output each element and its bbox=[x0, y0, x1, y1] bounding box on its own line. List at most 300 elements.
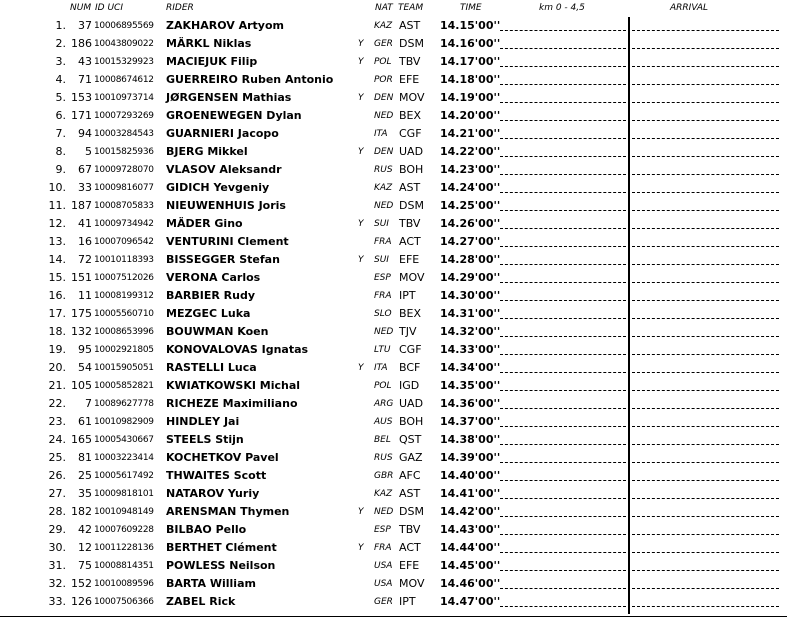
table-row bbox=[0, 71, 787, 89]
rider-name: STEELS Stijn bbox=[166, 433, 244, 446]
rider-nat: SUI bbox=[374, 219, 389, 229]
rider-pos: 3. bbox=[55, 55, 66, 68]
rider-nat: RUS bbox=[374, 165, 393, 175]
table-row bbox=[0, 107, 787, 125]
km-split-field bbox=[500, 246, 626, 247]
rider-team: BOH bbox=[399, 415, 424, 428]
rider-pos: 33. bbox=[48, 595, 66, 608]
arrival-field bbox=[632, 138, 779, 139]
km-split-field bbox=[500, 264, 626, 265]
rider-name: POWLESS Neilson bbox=[166, 559, 276, 572]
rider-pos: 21. bbox=[48, 379, 66, 392]
bottom-rule bbox=[0, 616, 787, 617]
rider-time: 14.34'00'' bbox=[440, 361, 501, 374]
rider-pos: 30. bbox=[48, 541, 66, 554]
rider-time: 14.28'00'' bbox=[440, 253, 501, 266]
rider-pos: 6. bbox=[55, 109, 66, 122]
arrival-field bbox=[632, 210, 779, 211]
table-row bbox=[0, 413, 787, 431]
rider-uci: 10006895569 bbox=[94, 21, 154, 31]
km-split-field bbox=[500, 192, 626, 193]
rider-young: Y bbox=[358, 543, 364, 553]
rider-time: 14.31'00'' bbox=[440, 307, 501, 320]
table-row bbox=[0, 179, 787, 197]
km-split-field bbox=[500, 102, 626, 103]
header-team: TEAM bbox=[398, 3, 424, 13]
rider-team: MOV bbox=[399, 91, 425, 104]
table-row bbox=[0, 593, 787, 611]
rider-time: 14.17'00'' bbox=[440, 55, 501, 68]
rider-nat: NED bbox=[374, 111, 394, 121]
rider-name: GUERREIRO Ruben Antonio bbox=[166, 73, 334, 86]
rider-num: 37 bbox=[78, 19, 92, 32]
header-rider: RIDER bbox=[166, 3, 194, 13]
header-nat: NAT bbox=[375, 3, 393, 13]
km-split-field bbox=[500, 516, 626, 517]
rider-time: 14.46'00'' bbox=[440, 577, 501, 590]
rider-num: 41 bbox=[78, 217, 92, 230]
rider-pos: 12. bbox=[48, 217, 66, 230]
table-row bbox=[0, 287, 787, 305]
table-row bbox=[0, 215, 787, 233]
rider-nat: AUS bbox=[374, 417, 393, 427]
rider-time: 14.15'00'' bbox=[440, 19, 501, 32]
rider-uci: 10009734942 bbox=[94, 219, 154, 229]
rider-nat: ESP bbox=[374, 525, 391, 535]
rider-pos: 23. bbox=[48, 415, 66, 428]
rider-time: 14.22'00'' bbox=[440, 145, 501, 158]
rider-num: 94 bbox=[78, 127, 92, 140]
rider-num: 182 bbox=[71, 505, 92, 518]
rider-name: ZAKHAROV Artyom bbox=[166, 19, 284, 32]
rider-young: Y bbox=[358, 219, 364, 229]
rider-name: THWAITES Scott bbox=[166, 469, 267, 482]
rider-num: 16 bbox=[78, 235, 92, 248]
table-row bbox=[0, 503, 787, 521]
rider-time: 14.41'00'' bbox=[440, 487, 501, 500]
rider-time: 14.25'00'' bbox=[440, 199, 501, 212]
arrival-field bbox=[632, 462, 779, 463]
rider-team: GAZ bbox=[399, 451, 423, 464]
rider-team: AFC bbox=[399, 469, 421, 482]
rider-name: MÄDER Gino bbox=[166, 217, 243, 230]
arrival-field bbox=[632, 48, 779, 49]
rider-time: 14.24'00'' bbox=[440, 181, 501, 194]
rider-nat: FRA bbox=[374, 543, 392, 553]
km-split-field bbox=[500, 498, 626, 499]
table-row bbox=[0, 143, 787, 161]
rider-name: BOUWMAN Koen bbox=[166, 325, 269, 338]
rider-team: BEX bbox=[399, 109, 422, 122]
rider-num: 61 bbox=[78, 415, 92, 428]
rider-nat: POL bbox=[374, 57, 392, 67]
arrival-field bbox=[632, 498, 779, 499]
km-split-field bbox=[500, 30, 626, 31]
table-row bbox=[0, 17, 787, 35]
table-row bbox=[0, 269, 787, 287]
rider-nat: DEN bbox=[374, 93, 394, 103]
rider-name: KOCHETKOV Pavel bbox=[166, 451, 279, 464]
arrival-field bbox=[632, 282, 779, 283]
rider-nat: GBR bbox=[374, 471, 394, 481]
rider-team: DSM bbox=[399, 505, 424, 518]
rider-nat: POL bbox=[374, 381, 392, 391]
rider-nat: KAZ bbox=[374, 183, 393, 193]
rider-time: 14.21'00'' bbox=[440, 127, 501, 140]
rider-uci: 10008653996 bbox=[94, 327, 154, 337]
rider-num: 11 bbox=[78, 289, 92, 302]
rider-num: 105 bbox=[71, 379, 92, 392]
rider-uci: 10009728070 bbox=[94, 165, 154, 175]
table-row bbox=[0, 449, 787, 467]
rider-time: 14.33'00'' bbox=[440, 343, 501, 356]
rider-name: GROENEWEGEN Dylan bbox=[166, 109, 302, 122]
rider-nat: NED bbox=[374, 201, 394, 211]
header-arrival: ARRIVAL bbox=[670, 3, 709, 13]
rider-name: GUARNIERI Jacopo bbox=[166, 127, 279, 140]
rider-time: 14.36'00'' bbox=[440, 397, 501, 410]
rider-uci: 10007512026 bbox=[94, 273, 154, 283]
km-split-field bbox=[500, 534, 626, 535]
table-row bbox=[0, 197, 787, 215]
rider-uci: 10015329923 bbox=[94, 57, 154, 67]
rider-team: AST bbox=[399, 181, 421, 194]
km-split-field bbox=[500, 282, 626, 283]
arrival-field bbox=[632, 444, 779, 445]
rider-pos: 31. bbox=[48, 559, 66, 572]
km-split-field bbox=[500, 300, 626, 301]
rider-uci: 10003223414 bbox=[94, 453, 154, 463]
rider-name: RICHEZE Maximiliano bbox=[166, 397, 298, 410]
km-split-field bbox=[500, 48, 626, 49]
rider-name: HINDLEY Jai bbox=[166, 415, 240, 428]
rider-num: 35 bbox=[78, 487, 92, 500]
rider-young: Y bbox=[358, 147, 364, 157]
rider-nat: ARG bbox=[374, 399, 394, 409]
rider-team: BEX bbox=[399, 307, 422, 320]
rider-time: 14.40'00'' bbox=[440, 469, 501, 482]
rider-team: ACT bbox=[399, 235, 421, 248]
km-split-field bbox=[500, 552, 626, 553]
rider-team: BCF bbox=[399, 361, 421, 374]
km-split-field bbox=[500, 408, 626, 409]
rider-pos: 32. bbox=[48, 577, 66, 590]
table-row bbox=[0, 251, 787, 269]
rider-name: KWIATKOWSKI Michal bbox=[166, 379, 301, 392]
rider-uci: 10009818101 bbox=[94, 489, 154, 499]
km-split-field bbox=[500, 570, 626, 571]
rider-nat: KAZ bbox=[374, 21, 393, 31]
rider-team: CGF bbox=[399, 127, 422, 140]
rider-team: DSM bbox=[399, 199, 424, 212]
rider-pos: 18. bbox=[48, 325, 66, 338]
rider-time: 14.45'00'' bbox=[440, 559, 501, 572]
rider-uci: 10010118393 bbox=[94, 255, 154, 265]
rider-young: Y bbox=[358, 507, 364, 517]
rider-name: KONOVALOVAS Ignatas bbox=[166, 343, 309, 356]
rider-uci: 10008674612 bbox=[94, 75, 154, 85]
arrival-field bbox=[632, 552, 779, 553]
arrival-field bbox=[632, 84, 779, 85]
rider-nat: ESP bbox=[374, 273, 391, 283]
rider-num: 81 bbox=[78, 451, 92, 464]
rider-pos: 22. bbox=[48, 397, 66, 410]
km-split-field bbox=[500, 84, 626, 85]
rider-time: 14.27'00'' bbox=[440, 235, 501, 248]
rider-pos: 9. bbox=[55, 163, 66, 176]
table-row bbox=[0, 467, 787, 485]
rider-time: 14.37'00'' bbox=[440, 415, 501, 428]
km-split-field bbox=[500, 66, 626, 67]
km-split-field bbox=[500, 228, 626, 229]
rider-num: 5 bbox=[85, 145, 92, 158]
km-split-field bbox=[500, 390, 626, 391]
rider-name: RASTELLI Luca bbox=[166, 361, 257, 374]
rider-num: 33 bbox=[78, 181, 92, 194]
table-row bbox=[0, 341, 787, 359]
rider-team: MOV bbox=[399, 577, 425, 590]
rider-nat: KAZ bbox=[374, 489, 393, 499]
rider-num: 153 bbox=[71, 91, 92, 104]
rider-team: CGF bbox=[399, 343, 422, 356]
rider-time: 14.29'00'' bbox=[440, 271, 501, 284]
table-row bbox=[0, 539, 787, 557]
rider-uci: 10010982909 bbox=[94, 417, 154, 427]
rider-name: BILBAO Pello bbox=[166, 523, 247, 536]
arrival-field bbox=[632, 156, 779, 157]
table-row bbox=[0, 305, 787, 323]
arrival-field bbox=[632, 246, 779, 247]
rider-name: JØRGENSEN Mathias bbox=[166, 91, 292, 104]
rider-pos: 4. bbox=[55, 73, 66, 86]
table-row bbox=[0, 323, 787, 341]
rider-pos: 13. bbox=[48, 235, 66, 248]
rider-uci: 10008814351 bbox=[94, 561, 154, 571]
rider-team: EFE bbox=[399, 559, 420, 572]
rider-team: EFE bbox=[399, 253, 420, 266]
rider-nat: NED bbox=[374, 327, 394, 337]
rider-uci: 10005852821 bbox=[94, 381, 154, 391]
table-row bbox=[0, 161, 787, 179]
arrival-field bbox=[632, 408, 779, 409]
rider-pos: 20. bbox=[48, 361, 66, 374]
rider-team: BOH bbox=[399, 163, 424, 176]
rider-num: 132 bbox=[71, 325, 92, 338]
arrival-field bbox=[632, 66, 779, 67]
rider-uci: 10010973714 bbox=[94, 93, 154, 103]
rider-nat: DEN bbox=[374, 147, 394, 157]
rider-uci: 10007096542 bbox=[94, 237, 154, 247]
km-split-field bbox=[500, 318, 626, 319]
rider-name: MEZGEC Luka bbox=[166, 307, 251, 320]
rider-name: BISSEGGER Stefan bbox=[166, 253, 280, 266]
rider-num: 186 bbox=[71, 37, 92, 50]
rider-uci: 10015825936 bbox=[94, 147, 154, 157]
rider-time: 14.19'00'' bbox=[440, 91, 501, 104]
table-row bbox=[0, 35, 787, 53]
rider-team: UAD bbox=[399, 397, 424, 410]
arrival-field bbox=[632, 534, 779, 535]
header-time: TIME bbox=[460, 3, 482, 13]
rider-nat: USA bbox=[374, 579, 393, 589]
rider-name: ZABEL Rick bbox=[166, 595, 236, 608]
km-split-field bbox=[500, 480, 626, 481]
rider-team: IGD bbox=[399, 379, 420, 392]
rider-nat: FRA bbox=[374, 291, 392, 301]
rider-uci: 10008705833 bbox=[94, 201, 154, 211]
rider-time: 14.18'00'' bbox=[440, 73, 501, 86]
rider-nat: ITA bbox=[374, 129, 388, 139]
rider-nat: FRA bbox=[374, 237, 392, 247]
arrival-field bbox=[632, 516, 779, 517]
rider-time: 14.20'00'' bbox=[440, 109, 501, 122]
rider-num: 171 bbox=[71, 109, 92, 122]
rider-team: MOV bbox=[399, 271, 425, 284]
rider-pos: 11. bbox=[48, 199, 66, 212]
rider-young: Y bbox=[358, 255, 364, 265]
arrival-field bbox=[632, 390, 779, 391]
table-row bbox=[0, 89, 787, 107]
rider-time: 14.26'00'' bbox=[440, 217, 501, 230]
rider-pos: 19. bbox=[48, 343, 66, 356]
rider-pos: 29. bbox=[48, 523, 66, 536]
rider-name: GIDICH Yevgeniy bbox=[166, 181, 270, 194]
header-km: km 0 - 4,5 bbox=[539, 3, 585, 13]
rider-name: BARTA William bbox=[166, 577, 256, 590]
rider-name: VENTURINI Clement bbox=[166, 235, 289, 248]
rider-team: QST bbox=[399, 433, 422, 446]
rider-nat: BEL bbox=[374, 435, 391, 445]
rider-pos: 14. bbox=[48, 253, 66, 266]
rider-team: TJV bbox=[399, 325, 417, 338]
rider-team: UAD bbox=[399, 145, 424, 158]
rider-pos: 1. bbox=[55, 19, 66, 32]
arrival-field bbox=[632, 174, 779, 175]
rider-uci: 10008199312 bbox=[94, 291, 154, 301]
column-divider bbox=[628, 17, 630, 614]
rider-young: Y bbox=[358, 363, 364, 373]
arrival-field bbox=[632, 300, 779, 301]
km-split-field bbox=[500, 120, 626, 121]
rider-time: 14.43'00'' bbox=[440, 523, 501, 536]
rider-nat: RUS bbox=[374, 453, 393, 463]
arrival-field bbox=[632, 354, 779, 355]
rider-num: 95 bbox=[78, 343, 92, 356]
arrival-field bbox=[632, 264, 779, 265]
rider-time: 14.44'00'' bbox=[440, 541, 501, 554]
rider-nat: SLO bbox=[374, 309, 392, 319]
arrival-field bbox=[632, 192, 779, 193]
arrival-field bbox=[632, 102, 779, 103]
header-num: NUM bbox=[70, 3, 92, 13]
rider-team: TBV bbox=[399, 55, 421, 68]
rider-nat: NED bbox=[374, 507, 394, 517]
rider-team: EFE bbox=[399, 73, 420, 86]
rider-pos: 8. bbox=[55, 145, 66, 158]
arrival-field bbox=[632, 570, 779, 571]
rider-young: Y bbox=[358, 57, 364, 67]
arrival-field bbox=[632, 228, 779, 229]
rider-pos: 16. bbox=[48, 289, 66, 302]
table-row bbox=[0, 233, 787, 251]
rider-name: BJERG Mikkel bbox=[166, 145, 248, 158]
rider-pos: 26. bbox=[48, 469, 66, 482]
rider-uci: 10005430667 bbox=[94, 435, 154, 445]
table-row bbox=[0, 575, 787, 593]
arrival-field bbox=[632, 606, 779, 607]
rider-young: Y bbox=[358, 39, 364, 49]
rider-team: TBV bbox=[399, 217, 421, 230]
rider-uci: 10011228136 bbox=[94, 543, 154, 553]
table-row bbox=[0, 557, 787, 575]
rider-uci: 10089627778 bbox=[94, 399, 154, 409]
rider-team: IPT bbox=[399, 595, 416, 608]
rider-nat: LTU bbox=[374, 345, 391, 355]
rider-num: 175 bbox=[71, 307, 92, 320]
rider-pos: 2. bbox=[55, 37, 66, 50]
km-split-field bbox=[500, 138, 626, 139]
rider-name: MÄRKL Niklas bbox=[166, 37, 252, 50]
rider-num: 67 bbox=[78, 163, 92, 176]
rider-num: 43 bbox=[78, 55, 92, 68]
arrival-field bbox=[632, 480, 779, 481]
rider-name: VLASOV Aleksandr bbox=[166, 163, 282, 176]
rider-num: 72 bbox=[78, 253, 92, 266]
table-row bbox=[0, 485, 787, 503]
rider-num: 165 bbox=[71, 433, 92, 446]
rider-name: VERONA Carlos bbox=[166, 271, 261, 284]
rider-uci: 10005560710 bbox=[94, 309, 154, 319]
rider-time: 14.38'00'' bbox=[440, 433, 501, 446]
rider-team: DSM bbox=[399, 37, 424, 50]
km-split-field bbox=[500, 210, 626, 211]
table-row bbox=[0, 395, 787, 413]
rider-num: 25 bbox=[78, 469, 92, 482]
rider-young: Y bbox=[358, 93, 364, 103]
table-row bbox=[0, 521, 787, 539]
rider-uci: 10005617492 bbox=[94, 471, 154, 481]
arrival-field bbox=[632, 336, 779, 337]
rider-time: 14.30'00'' bbox=[440, 289, 501, 302]
arrival-field bbox=[632, 30, 779, 31]
rider-num: 71 bbox=[78, 73, 92, 86]
rider-time: 14.32'00'' bbox=[440, 325, 501, 338]
rider-nat: ITA bbox=[374, 363, 388, 373]
rider-team: ACT bbox=[399, 541, 421, 554]
rider-num: 54 bbox=[78, 361, 92, 374]
rider-pos: 7. bbox=[55, 127, 66, 140]
rider-time: 14.16'00'' bbox=[440, 37, 501, 50]
rider-uci: 10007506366 bbox=[94, 597, 154, 607]
rider-nat: USA bbox=[374, 561, 393, 571]
rider-team: TBV bbox=[399, 523, 421, 536]
rider-pos: 17. bbox=[48, 307, 66, 320]
table-row bbox=[0, 377, 787, 395]
rider-uci: 10015905051 bbox=[94, 363, 154, 373]
table-row bbox=[0, 359, 787, 377]
rider-nat: POR bbox=[374, 75, 393, 85]
rider-nat: GER bbox=[374, 597, 393, 607]
km-split-field bbox=[500, 444, 626, 445]
rider-num: 152 bbox=[71, 577, 92, 590]
table-row bbox=[0, 53, 787, 71]
rider-uci: 10003284543 bbox=[94, 129, 154, 139]
rider-name: NATAROV Yuriy bbox=[166, 487, 260, 500]
rider-uci: 10043809022 bbox=[94, 39, 154, 49]
rider-num: 126 bbox=[71, 595, 92, 608]
arrival-field bbox=[632, 588, 779, 589]
km-split-field bbox=[500, 462, 626, 463]
